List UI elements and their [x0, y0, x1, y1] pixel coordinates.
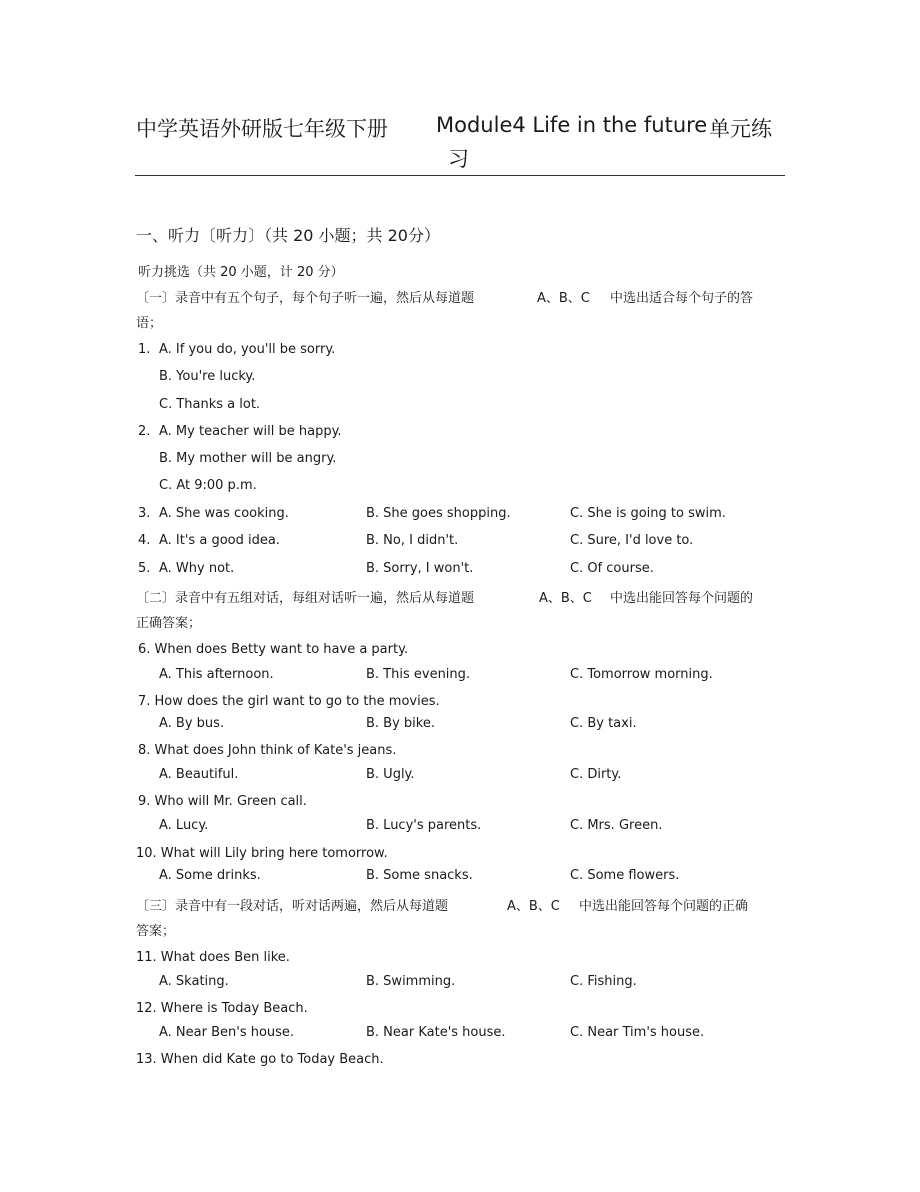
question-number: 1.	[138, 342, 151, 357]
option-c: C. She is going to swim.	[570, 506, 726, 521]
option-a: A. My teacher will be happy.	[159, 424, 342, 439]
option-a: A. If you do, you'll be sorry.	[159, 342, 336, 357]
part3-instruction-line2: 答案；	[136, 924, 176, 939]
option-c: C. Thanks a lot.	[159, 397, 261, 412]
question-stem: 6. When does Betty want to have a party.	[138, 642, 409, 657]
option-b: B. You're lucky.	[159, 369, 256, 384]
option-c: C. By taxi.	[570, 716, 637, 731]
part2-instruction-line2: 正确答案；	[136, 616, 202, 631]
part2-instruction: 〔二〕录音中有五组对话，每组对话听一遍，然后从每道题	[136, 591, 475, 606]
question-number: 2.	[138, 424, 151, 439]
option-b: B. No, I didn't.	[366, 533, 459, 548]
question-stem: 12. Where is Today Beach.	[136, 1001, 308, 1016]
part1-instruction: 〔一〕录音中有五个句子，每个句子听一遍，然后从每道题	[136, 291, 475, 306]
option-c: C. Sure, I'd love to.	[570, 533, 694, 548]
option-a: A. Near Ben's house.	[159, 1025, 295, 1040]
option-c: C. Fishing.	[570, 974, 637, 989]
part3-instruction: 〔三〕录音中有一段对话，听对话两遍，然后从每道题	[136, 899, 449, 914]
question-stem: 7. How does the girl want to go to the movies.	[138, 694, 440, 709]
part1-instruction-line2: 语；	[136, 316, 163, 331]
option-a: A. She was cooking.	[159, 506, 289, 521]
option-b: B. Sorry, I won't.	[366, 561, 474, 576]
question-stem: 13. When did Kate go to Today Beach.	[136, 1052, 384, 1067]
title-divider	[135, 175, 785, 176]
option-b: B. This evening.	[366, 667, 471, 682]
question-stem: 10. What will Lily bring here tomorrow.	[136, 846, 388, 861]
option-b: B. Lucy's parents.	[366, 818, 482, 833]
option-a: A. Beautiful.	[159, 767, 239, 782]
option-a: A. Skating.	[159, 974, 229, 989]
part2-instruction-abc: A、B、C	[539, 591, 592, 606]
option-b: B. Ugly.	[366, 767, 415, 782]
part2-instruction-rest: 中选出能回答每个问题的	[610, 591, 754, 606]
option-c: C. At 9:00 p.m.	[159, 478, 257, 493]
option-c: C. Some flowers.	[570, 868, 680, 883]
question-stem: 8. What does John think of Kate's jeans.	[138, 743, 397, 758]
option-c: C. Mrs. Green.	[570, 818, 663, 833]
option-a: A. By bus.	[159, 716, 225, 731]
option-a: A. This afternoon.	[159, 667, 274, 682]
option-c: C. Tomorrow morning.	[570, 667, 713, 682]
section-subheading: 听力挑选（共 20 小题，计 20 分）	[138, 265, 344, 280]
title-chinese: 中学英语外研版七年级下册	[136, 117, 388, 141]
option-a: A. Why not.	[159, 561, 235, 576]
question-stem: 9. Who will Mr. Green call.	[138, 794, 307, 809]
option-b: B. She goes shopping.	[366, 506, 511, 521]
option-b: B. Near Kate's house.	[366, 1025, 506, 1040]
title-unit-cont: 习	[448, 147, 469, 171]
title-module: Module4 Life in the future	[436, 113, 708, 137]
option-b: B. Swimming.	[366, 974, 456, 989]
option-b: B. My mother will be angry.	[159, 451, 337, 466]
part3-instruction-rest: 中选出能回答每个问题的正确	[579, 899, 749, 914]
title-unit: 单元练	[709, 117, 772, 141]
section-heading: 一、听力〔听力〕（共 20 小题；共 20分）	[136, 226, 440, 245]
question-number: 3.	[138, 506, 151, 521]
part3-instruction-abc: A、B、C	[507, 899, 560, 914]
part1-instruction-rest: 中选出适合每个句子的答	[610, 291, 754, 306]
option-a: A. Some drinks.	[159, 868, 261, 883]
option-b: B. By bike.	[366, 716, 435, 731]
option-a: A. Lucy.	[159, 818, 209, 833]
part1-instruction-abc: A、B、C	[537, 291, 590, 306]
option-c: C. Of course.	[570, 561, 654, 576]
question-stem: 11. What does Ben like.	[136, 950, 290, 965]
question-number: 5.	[138, 561, 151, 576]
option-b: B. Some snacks.	[366, 868, 473, 883]
option-a: A. It's a good idea.	[159, 533, 280, 548]
question-number: 4.	[138, 533, 151, 548]
option-c: C. Dirty.	[570, 767, 622, 782]
option-c: C. Near Tim's house.	[570, 1025, 705, 1040]
